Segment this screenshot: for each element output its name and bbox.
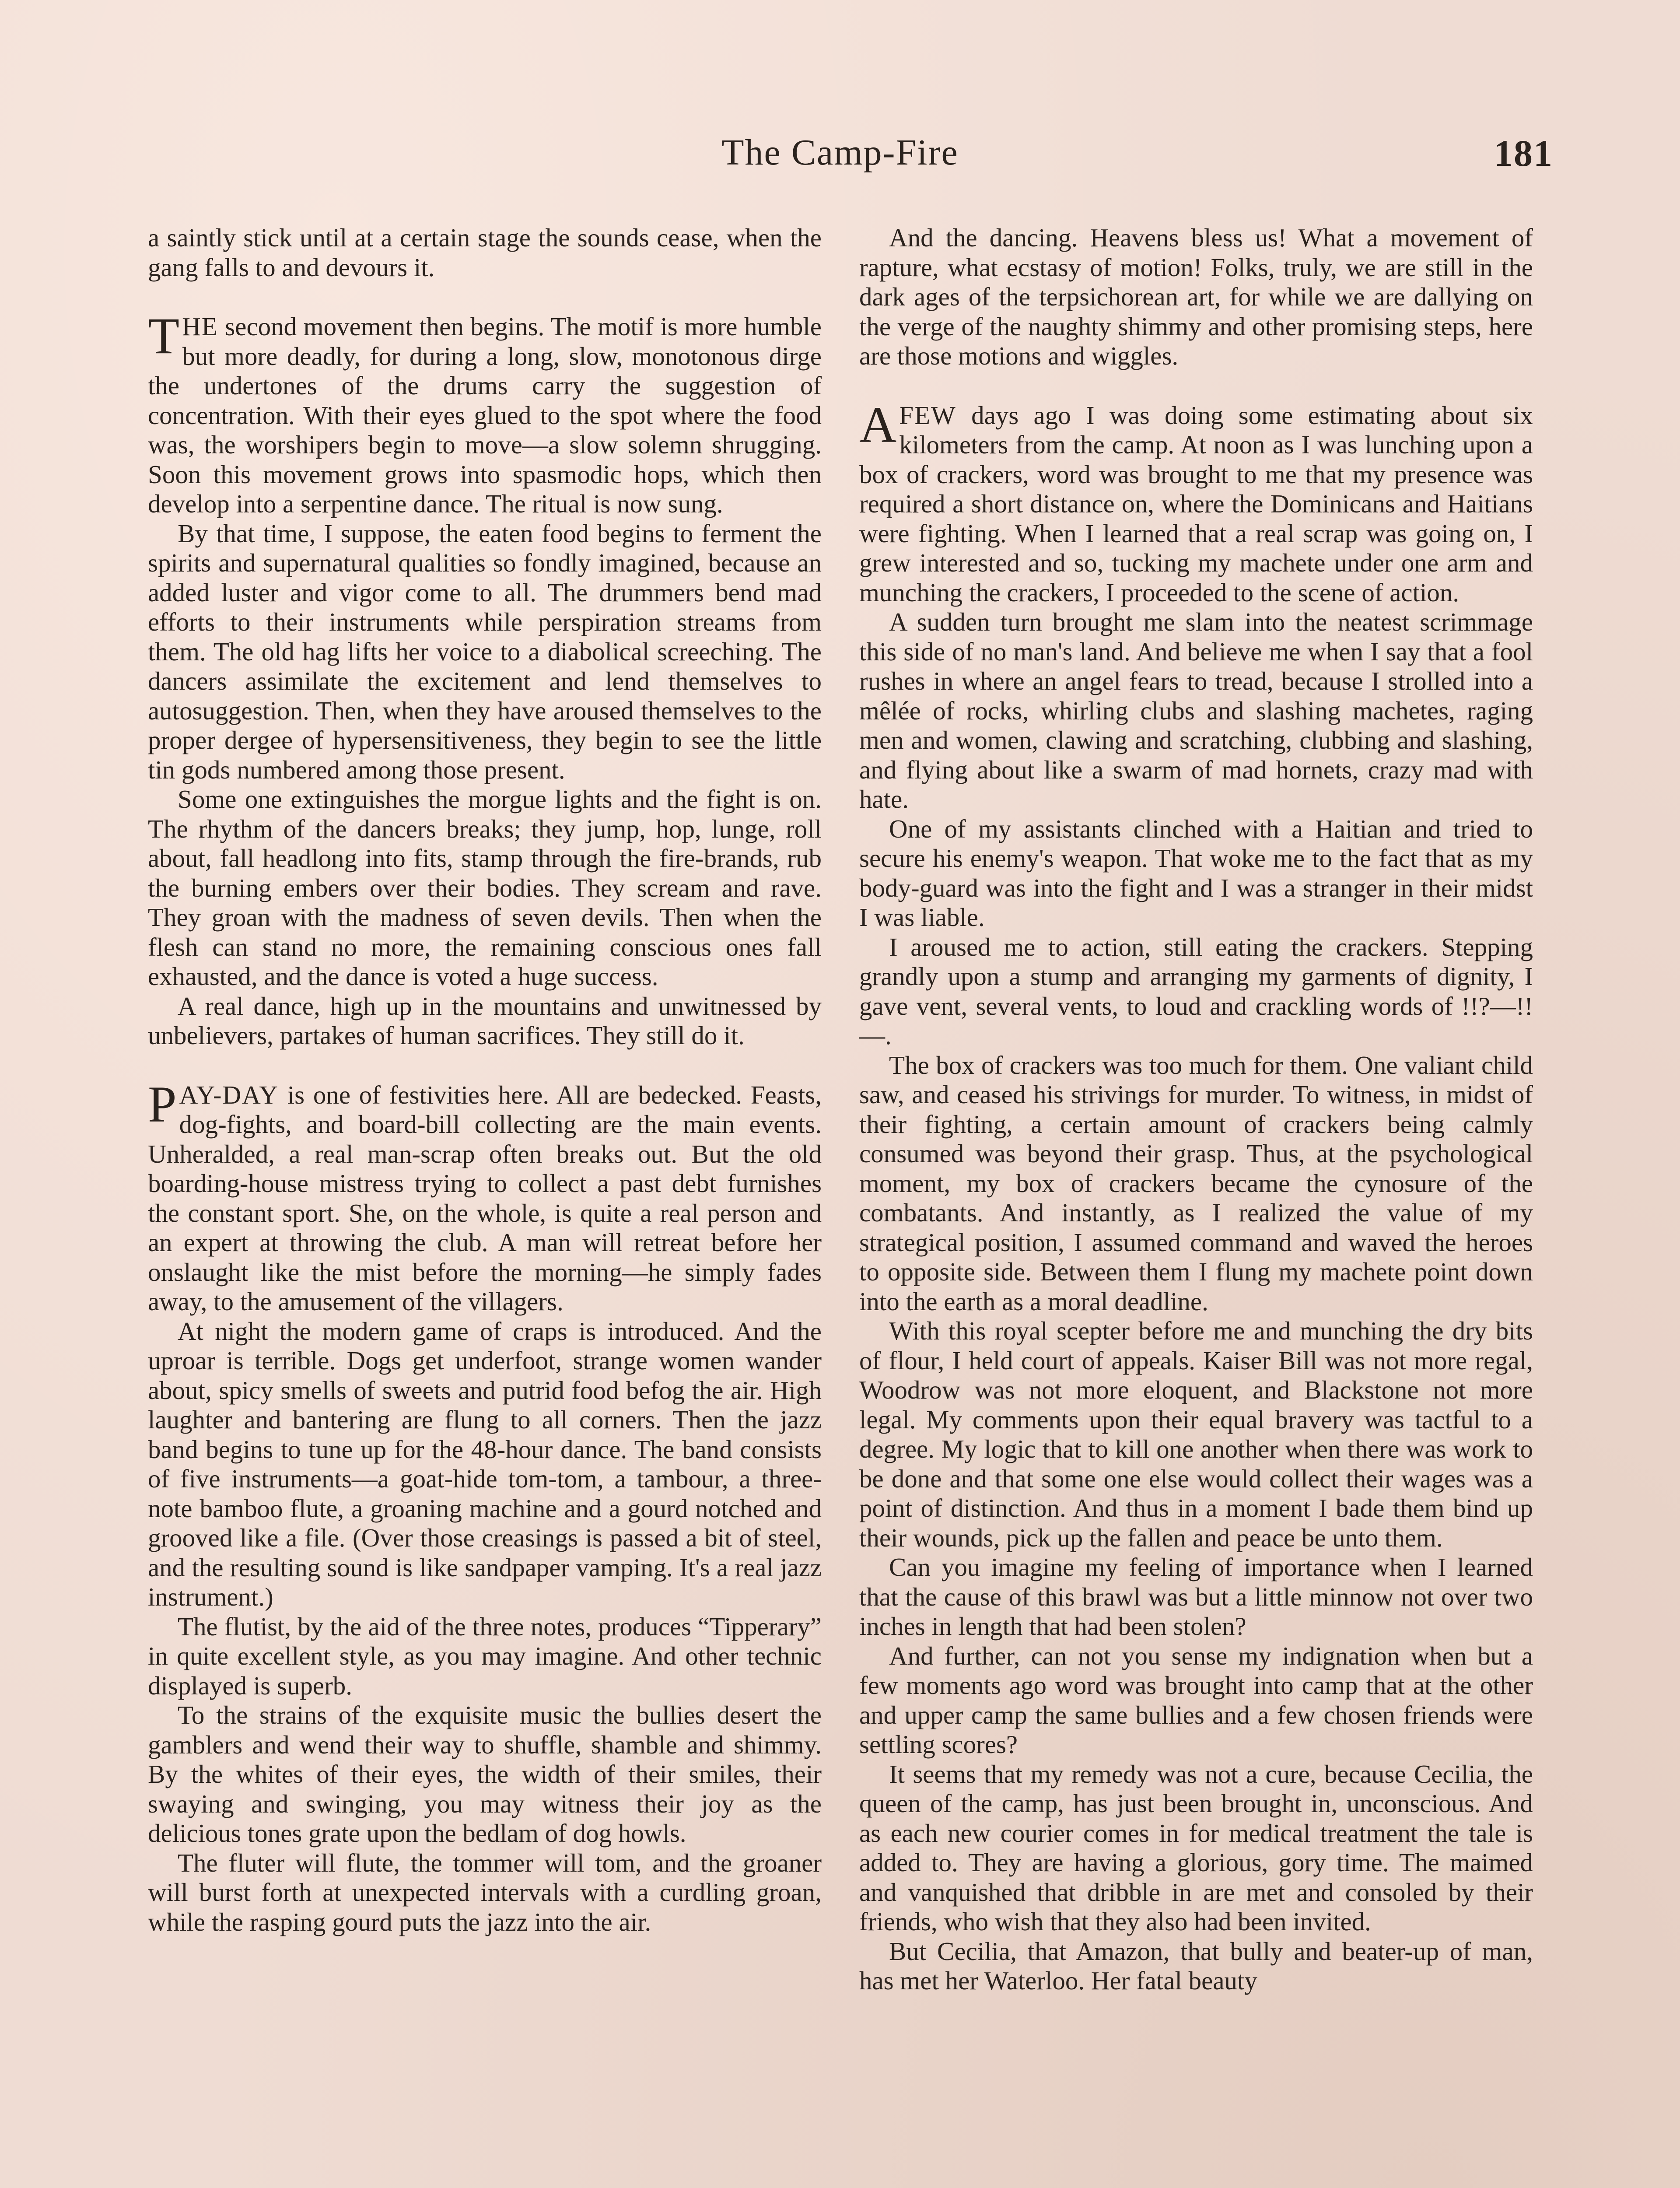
paragraph: At night the modern game of craps is introduced. And the uproar is terrible. Dogs get underfoot, strange women wander about, spicy smells of sweets and putrid food befog the air. High laughter and bantering are flung to all corners. Then the jazz band begins to tune up for the 48-hour dance. The band consists of five instruments—a goat-hide tom-tom, a tambour, a three-note bamboo flute, a groaning machine and a gourd notched and grooved like a file. (Over those creasings is passed a bit of steel, and the resulting sound is like sandpaper vamping. It's a real jazz instrument.) [148,1316,822,1611]
paragraph: But Cecilia, that Amazon, that bully and beater-up of man, has met her Waterloo. Her fatal beauty [859,1936,1533,1995]
paragraph: A real dance, high up in the mountains and unwitnessed by unbelievers, partakes of human sacrifices. They still do it. [148,991,822,1050]
paragraph: Can you imagine my feeling of importance when I learned that the cause of this brawl was but a little minnow not over two inches in length that had been stolen? [859,1553,1533,1641]
paragraph: The fluter will flute, the tommer will tom, and the groaner will burst forth at unexpected intervals with a curdling groan, while the rasping gourd puts the jazz into the air. [148,1848,822,1936]
drop-cap: P [148,1075,177,1133]
left-column [148,223,822,1937]
small-caps-lead: FEW [899,400,956,430]
small-caps-lead: HE [182,312,218,341]
paragraph: I aroused me to action, still eating the crackers. Stepping grandly upon a stump and arranging my garments of dignity, I gave vent, several vents, to loud and crackling words of !!?—!!—. [859,932,1533,1050]
drop-cap: A [859,396,897,453]
section-paragraph [859,396,1533,608]
page-number: 181 [1494,132,1553,174]
paragraph: One of my assistants clinched with a Haitian and tried to secure his enemy's weapon. That woke me to the fact that as my body-guard was into the fight and I was a stranger in their midst I was liable. [859,814,1533,932]
paragraph: To the strains of the exquisite music the bullies desert the gamblers and wend their way to shuffle, shamble and shimmy. By the whites of their eyes, the width of their smiles, their swaying and swinging, you may witness their joy as the delicious tones grate upon the bedlam of dog howls. [148,1701,822,1848]
paragraph: The box of crackers was too much for them. One valiant child saw, and ceased his strivings for murder. To witness, in midst of their fighting, a certain amount of crackers being calmly consumed was beyond their grasp. Thus, at the psychological moment, my box of crackers became the cynosure of the combatants. And instantly, as I realized the value of my strategical position, I assumed command and waved the heroes to opposite side. Between them I flung my machete point down into the earth as a moral deadline. [859,1050,1533,1316]
paragraph-text: second movement then begins. The motif is more humble but more deadly, for during a long, slow, monotonous dirge the undertones of the drums carry the suggestion of concentration. With their eyes glued to the spot where the food was, the worshipers begin to move—a slow solemn shrugging. Soon this movement grows into spasmodic hops, which then develop into a serpentine dance. The ritual is now sung. [148,312,822,518]
paragraph: The flutist, by the aid of the three notes, produces “Tipperary” in quite excellent style, as you may imagine. And other technic displayed is superb. [148,1612,822,1700]
paragraph: With this royal scepter before me and munching the dry bits of flour, I held court of appeals. Kaiser Bill was not more regal, Woodrow was not more eloquent, and Blackstone not more legal. My comments upon their equal bravery was tactful to a degree. My logic that to kill one another when there was work to be done and that some one else would collect their wages was a point of distinction. And thus in a moment I bade them bind up their wounds, pick up the fallen and peace be unto them. [859,1316,1533,1552]
small-caps-lead: AY-DAY [179,1080,279,1109]
section-paragraph [148,307,822,519]
paragraph: a saintly stick until at a certain stage the sounds cease, when the gang falls to and devours it. [148,223,822,282]
paragraph: A sudden turn brought me slam into the neatest scrimmage this side of no man's land. And believe me when I say that a fool rushes in where an angel fears to tread, because I strolled into a mêlée of rocks, whirling clubs and slashing machetes, raging men and women, clawing and scratching, clubbing and slashing, and flying about like a swarm of mad hornets, crazy mad with hate. [859,607,1533,813]
paragraph: Some one extinguishes the morgue lights and the fight is on. The rhythm of the dancers breaks; they jump, hop, lunge, roll about, fall headlong into fits, stamp through the fire-brands, rub the burning embers over their bodies. They scream and rave. They groan with the madness of seven devils. Then when the flesh can stand no more, the remaining conscious ones fall exhausted, and the dance is voted a huge success. [148,785,822,991]
paragraph-text: days ago I was doing some estimating about six kilometers from the camp. At noon as I was lunching upon a box of crackers, word was brought to me that my presence was required a short distance on, where the Dominicans and Haitians were fighting. When I learned that a real scrap was going on, I grew interested and so, tucking my machete under one arm and munching the crackers, I proceeded to the scene of action. [859,400,1533,607]
running-title: The Camp-Fire [721,132,959,173]
paragraph: And the dancing. Heavens bless us! What a movement of rapture, what ecstasy of motion! Folks, truly, we are still in the dark ages of the terpsichorean art, for while we are dallying on the verge of the naughty shimmy and other promising steps, here are those motions and wiggles. [859,223,1533,370]
paragraph: And further, can not you sense my indignation when but a few moments ago word was brought into camp that at the other and upper camp the same bullies and a few chosen friends were settling scores? [859,1641,1533,1759]
paragraph: By that time, I suppose, the eaten food begins to ferment the spirits and supernatural qualities so fondly imagined, because an added luster and vigor come to all. The drummers bend mad efforts to their instruments while perspiration streams from them. The old hag lifts her voice to a diabolical screeching. The dancers assimilate the excitement and lend themselves to autosuggestion. Then, when they have aroused themselves to the proper dergee of hypersensitiveness, they begin to see the little tin gods numbered among those present. [148,519,822,784]
page-header [140,131,1553,179]
paragraph: It seems that my remedy was not a cure, because Cecilia, the queen of the camp, has just been brought in, unconscious. And as each new courier comes in for medical treatment the tale is added to. They are having a glorious, gory time. The maimed and vanquished that dribble in are met and consoled by their friends, who wish that they also had been invited. [859,1759,1533,1936]
section-paragraph [148,1075,822,1317]
right-column [859,223,1533,1996]
drop-cap: T [148,307,180,365]
paragraph-text: is one of festivities here. All are bedecked. Feasts, dog-fights, and board-bill collecting are the main events. Unheralded, a real man-scrap often breaks out. But the old boarding-house mistress trying to collect a past debt furnishes the constant sport. She, on the whole, is quite a real person and an expert at throwing the club. A man will retreat before her onslaught like the mist before the morning—he simply fades away, to the amusement of the villagers. [148,1080,822,1316]
